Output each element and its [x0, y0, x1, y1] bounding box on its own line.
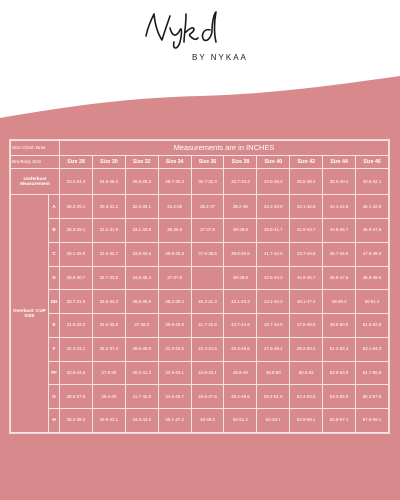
measurement-cell: 33.9-34.6: [125, 242, 158, 266]
underbust-cell: 38.6-40.2: [323, 169, 356, 195]
measurement-cell: 51.2-52.4: [323, 337, 356, 361]
measurement-cell: 29.9-30.7: [60, 266, 93, 290]
cup-label: G: [49, 385, 60, 409]
measurement-cell: 42.1-42.9: [290, 195, 323, 219]
measurement-cell: 46.1-47.2: [290, 290, 323, 314]
measurement-cell: 39.8-40.6: [224, 242, 257, 266]
measurement-cell: 39-39.8: [224, 219, 257, 243]
size-header-cell: Size 28: [60, 155, 93, 169]
cup-row: [11, 219, 389, 243]
measurement-cell: 48.8-50: [257, 361, 290, 385]
measurement-cell: 43.7-44.5: [290, 242, 323, 266]
measurement-cell: 31.1-31.9: [92, 219, 125, 243]
measurement-cell: 42.9-43.7: [290, 219, 323, 243]
measurement-cell: 30.7-31.5: [60, 290, 93, 314]
measurement-cell: 41.7-42.5: [257, 242, 290, 266]
measurement-cell: 45.3-46.5: [224, 337, 257, 361]
measurement-cell: 37-37.8: [158, 266, 191, 290]
cup-row: [11, 195, 389, 219]
measurement-cell: 37-37.8: [191, 219, 224, 243]
measurement-cell: 46.9-47.6: [323, 266, 356, 290]
measurement-cell: 43.3-44.5: [191, 337, 224, 361]
measurement-cell: 46.9-47.6: [356, 219, 389, 243]
measurement-cell: 39-39.8: [224, 266, 257, 290]
measurement-cell: 43.7-44.9: [224, 314, 257, 338]
measurement-cell: 42.9-44.1: [158, 361, 191, 385]
measurement-cell: 50.4-51.6: [257, 385, 290, 409]
measurement-cell: 33.5-34.3: [92, 290, 125, 314]
measurement-cell: 48-49.2: [191, 409, 224, 433]
measurement-cell: 46.9-48: [224, 361, 257, 385]
measurement-cell: 44.9-45.7: [290, 266, 323, 290]
measurement-cell: 33.5-34.6: [60, 361, 93, 385]
measurement-cell: 39.8-40.9: [158, 314, 191, 338]
underbust-cell: 36.6-38.2: [290, 169, 323, 195]
measurement-cell: 47.6-48.4: [356, 242, 389, 266]
cup-label: E: [49, 314, 60, 338]
measurement-cell: 37.8-39: [92, 361, 125, 385]
measurement-cell: 33.1-33.9: [125, 219, 158, 243]
cup-label: H: [49, 409, 60, 433]
measurement-cell: 53.1-54.3: [356, 337, 389, 361]
size-header-cell: Size 42: [290, 155, 323, 169]
measurement-cell: 52.8-53.9: [323, 361, 356, 385]
measurement-cell: 42.1-43.3: [224, 290, 257, 314]
measurement-cell: 34.6-35.8: [92, 314, 125, 338]
measurement-cell: 48.8-49.6: [356, 266, 389, 290]
measurement-cell: 35.8-36.6: [125, 290, 158, 314]
size-header-cell: Size 30: [92, 155, 125, 169]
measurement-cell: 38.2-39.4: [60, 409, 93, 433]
measurement-cell: 30.3-31.1: [92, 195, 125, 219]
cup-label: DD: [49, 290, 60, 314]
size-header-cell: Size 46: [356, 155, 389, 169]
cup-row: [11, 242, 389, 266]
logo-script-mark: [140, 6, 240, 52]
measurement-cell: 29.1-29.9: [60, 242, 93, 266]
underbust-cell: 34.6-36.2: [257, 169, 290, 195]
measurement-cell: 51.6-52.8: [356, 314, 389, 338]
underbust-cell: 30.7-32.3: [191, 169, 224, 195]
measurement-cell: 50-51.2: [356, 290, 389, 314]
measurement-cell: 54.7-55.9: [356, 361, 389, 385]
body-size-label: Bra Body Size: [11, 155, 60, 169]
cup-label: FF: [49, 361, 60, 385]
size-header-cell: Size 38: [224, 155, 257, 169]
size-header-row: [11, 155, 389, 169]
measurement-cell: 47.6-48.8: [290, 314, 323, 338]
measurement-cell: 49.2-50.4: [290, 337, 323, 361]
cup-label: D: [49, 266, 60, 290]
underbust-cell: 23.2-24.4: [60, 169, 93, 195]
measurement-cell: 35-35.8: [158, 219, 191, 243]
measurement-cell: 34.6-35.4: [125, 266, 158, 290]
measurement-cell: 50-51.2: [224, 409, 257, 433]
measurement-cell: 39.4-40: [92, 385, 125, 409]
measurement-cell: 31.9-32.7: [92, 242, 125, 266]
overbust-label: Overbust -CUP SIZE: [11, 195, 49, 433]
measurement-cell: 40.2-41.3: [191, 290, 224, 314]
cup-label: C: [49, 242, 60, 266]
measurement-cell: 44.1-45.3: [257, 290, 290, 314]
measurement-cell: 32.3-33.1: [125, 195, 158, 219]
measurement-cell: 41.7-42.9: [125, 385, 158, 409]
measurement-cell: 50.8-52: [290, 361, 323, 385]
cup-row: [11, 266, 389, 290]
measurement-cell: 36.2-37: [191, 195, 224, 219]
cup-label: B: [49, 219, 60, 243]
cup-label: A: [49, 195, 60, 219]
measurement-cell: 44.5-45.7: [158, 385, 191, 409]
measurement-cell: 47.2-48.4: [257, 337, 290, 361]
measurement-cell: 37.8-38.6: [191, 242, 224, 266]
cup-row: [11, 314, 389, 338]
measurement-cell: 31.5-32.3: [60, 314, 93, 338]
measurement-cell: 52.4-53.5: [290, 385, 323, 409]
underbust-cell: 28.7-30.3: [158, 169, 191, 195]
size-header-cell: Size 40: [257, 155, 290, 169]
table-header-row: [11, 141, 389, 156]
measurement-cell: 35.8-36.6: [158, 242, 191, 266]
table-title: Measurements are in INCHES: [60, 141, 389, 156]
size-header-cell: Size 34: [158, 155, 191, 169]
cup-row: [11, 337, 389, 361]
measurement-cell: 40.2-40.9: [257, 195, 290, 219]
measurement-cell: 43.3-44.5: [125, 409, 158, 433]
measurement-cell: 40.9-41.7: [257, 219, 290, 243]
cup-row: [11, 290, 389, 314]
measurement-cell: 46.1-42.9: [356, 195, 389, 219]
cup-row: [11, 409, 389, 433]
measurement-cell: 54.3-55.5: [323, 385, 356, 409]
measurement-cell: 45.7-46.9: [257, 314, 290, 338]
size-chart: [9, 139, 390, 434]
measurement-cell: 38.6-39.8: [125, 337, 158, 361]
size-header-cell: Size 32: [125, 155, 158, 169]
measurement-cell: 28.3-29.1: [60, 195, 93, 219]
measurement-cell: 56.3-57.5: [356, 385, 389, 409]
measurement-cell: 53.9-55.1: [290, 409, 323, 433]
underbust-cell: 26.8-28.3: [125, 169, 158, 195]
underbust-cell: 40.6-42.1: [356, 169, 389, 195]
measurement-cell: 32.7-33.5: [92, 266, 125, 290]
measurement-cell: 49.6-50.8: [323, 314, 356, 338]
measurement-cell: 44.9-45.7: [323, 219, 356, 243]
measurement-cell: 36.2-37.4: [92, 337, 125, 361]
cup-row: [11, 361, 389, 385]
measurement-cell: 41.3-42.5: [158, 337, 191, 361]
underbust-cell: 32.7-34.3: [224, 169, 257, 195]
measurement-cell: 34.3-35: [158, 195, 191, 219]
cup-label: F: [49, 337, 60, 361]
measurement-cell: 41.7-42.9: [191, 314, 224, 338]
size-chart-table: [10, 140, 389, 433]
size-header-cell: Size 44: [323, 155, 356, 169]
measurement-cell: 38.2-39: [224, 195, 257, 219]
measurement-cell: 38.2-39.4: [158, 290, 191, 314]
measurement-cell: 44.1-44.9: [323, 195, 356, 219]
measurement-cell: 37-38.2: [125, 314, 158, 338]
underbust-cell: 24.8-26.4: [92, 169, 125, 195]
measurement-cell: 42.5-43.3: [257, 266, 290, 290]
size-header-cell: Size 36: [191, 155, 224, 169]
measurement-cell: 45.7-46.5: [323, 242, 356, 266]
measurement-cell: 32.3-33.1: [60, 337, 93, 361]
chart-corner-label: Size Chart: Bras: [11, 141, 60, 156]
measurement-cell: [191, 266, 224, 290]
measurement-cell: 52-53.1: [257, 409, 290, 433]
measurement-cell: 40.2-41.3: [125, 361, 158, 385]
measurement-cell: 44.9-46.1: [191, 361, 224, 385]
measurement-cell: 40.9-42.1: [92, 409, 125, 433]
brand-logo: [140, 6, 264, 66]
measurement-cell: 48-49.2: [323, 290, 356, 314]
cup-row: [11, 385, 389, 409]
underbust-label: Underbust Measurement: [11, 169, 60, 195]
measurement-cell: 57.9-59.1: [356, 409, 389, 433]
underbust-row: [11, 169, 389, 195]
measurement-cell: 28.3-29.1: [60, 219, 93, 243]
measurement-cell: 46.5-47.6: [191, 385, 224, 409]
measurement-cell: 48.4-49.6: [224, 385, 257, 409]
brand-subtitle: BY NYKAA: [192, 53, 248, 62]
measurement-cell: 36.6-37.8: [60, 385, 93, 409]
measurement-cell: 55.9-57.1: [323, 409, 356, 433]
measurement-cell: 46.1-47.2: [158, 409, 191, 433]
